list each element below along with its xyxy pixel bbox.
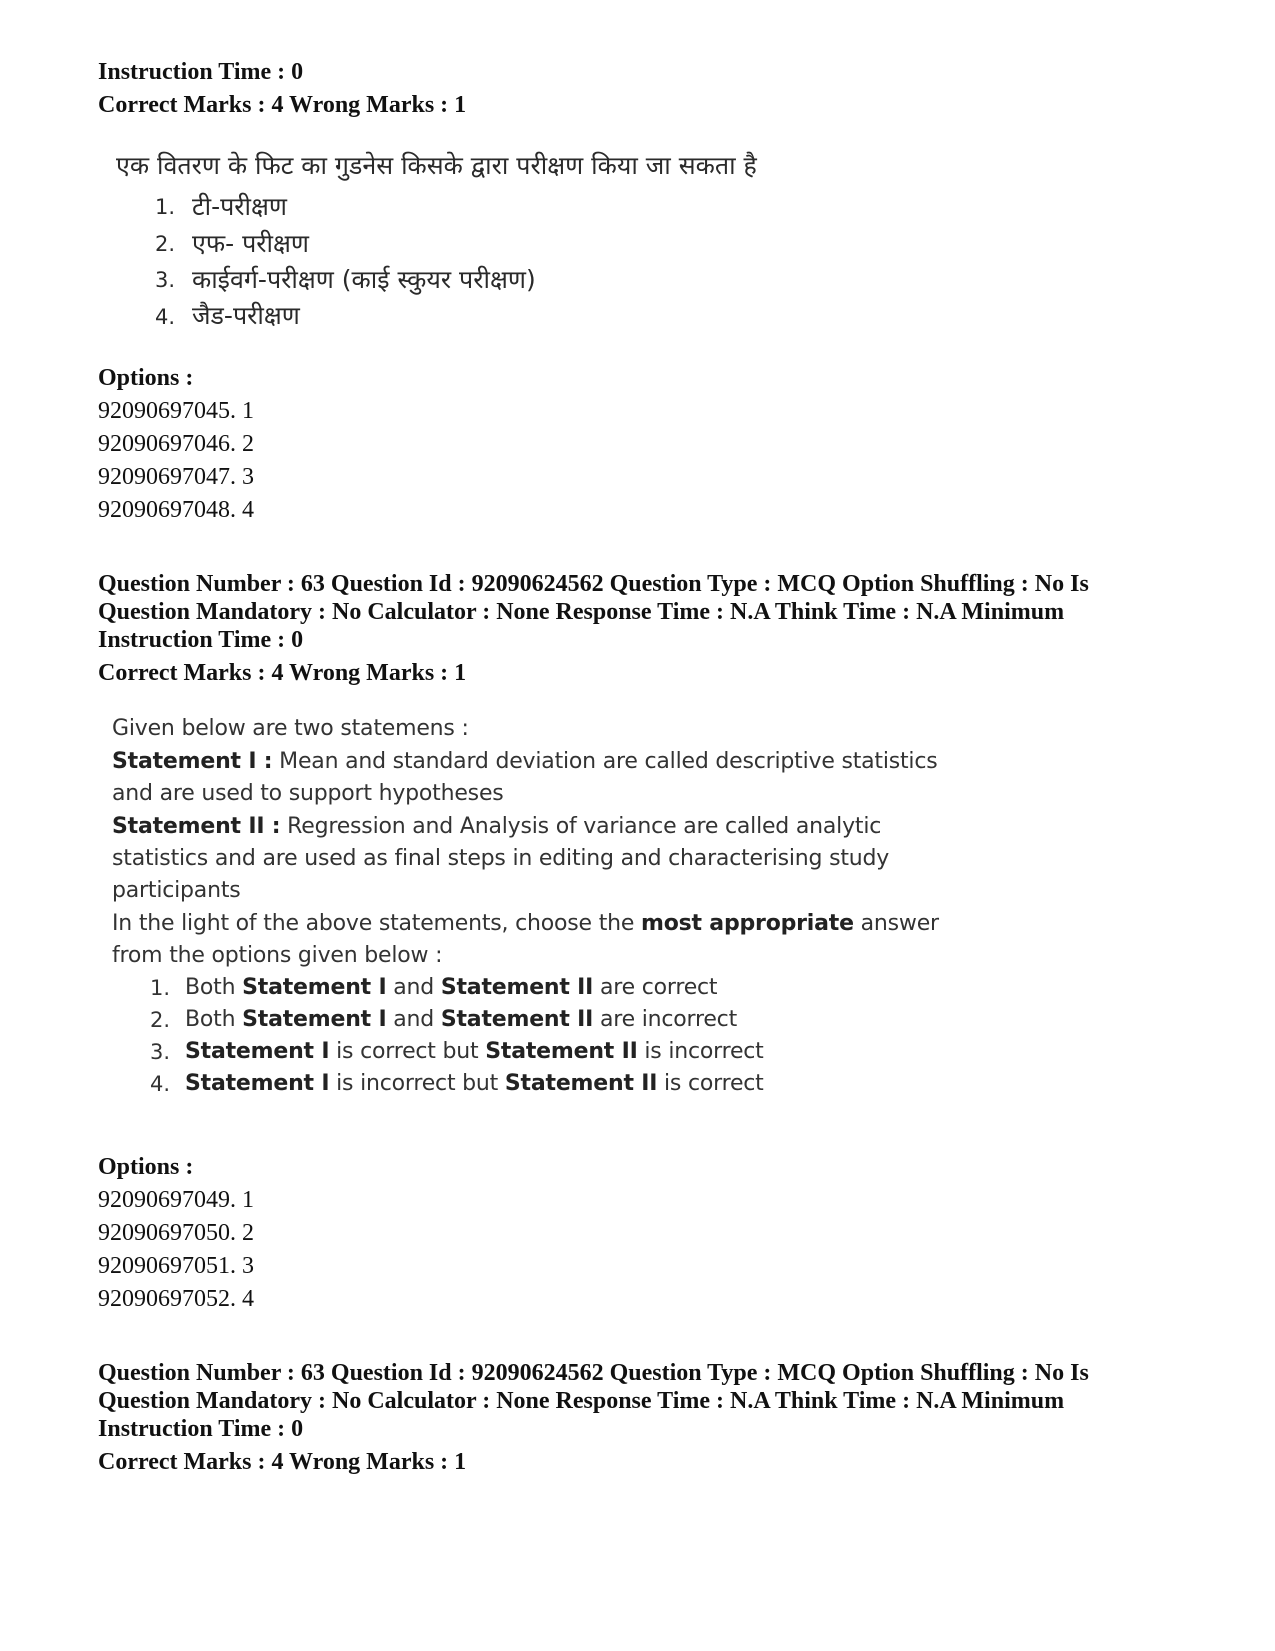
- question-header-line: Question Number : 63 Question Id : 92090624562 Question Type : MCQ Option Shuffling : No Is: [98, 571, 1089, 597]
- choice-text: [185, 1007, 737, 1032]
- marks-line: Correct Marks : 4 Wrong Marks : 1: [98, 1449, 467, 1475]
- choice-part-bold: Statement II: [440, 1007, 594, 1032]
- instruction-time: Instruction Time : 0: [98, 1416, 304, 1442]
- hindi-option-text: एफ- परीक्षण: [192, 229, 309, 258]
- choice-part: is incorrect: [637, 1039, 764, 1064]
- options-label: Options :: [98, 1154, 194, 1180]
- question-intro: Given below are two statemens :: [112, 716, 469, 741]
- marks-line: Correct Marks : 4 Wrong Marks : 1: [98, 92, 467, 118]
- statement-one: [112, 749, 938, 774]
- marks-line: Correct Marks : 4 Wrong Marks : 1: [98, 660, 467, 686]
- statement-text: and are used to support hypotheses: [112, 781, 504, 806]
- option-line: 92090697051. 3: [98, 1253, 254, 1279]
- option-line: 92090697050. 2: [98, 1220, 254, 1246]
- hindi-option-text: टी-परीक्षण: [192, 192, 287, 221]
- statement-text: statistics and are used as final steps in editing and characterising study: [112, 846, 890, 871]
- statement-text: participants: [112, 878, 241, 903]
- statement-text: Regression and Analysis of variance are called analytic: [280, 814, 882, 839]
- option-line: 92090697045. 1: [98, 398, 254, 424]
- choice-part-bold: Statement II: [504, 1071, 658, 1096]
- choice-part-bold: Statement I: [242, 975, 387, 1000]
- instruction-text-bold: most appropriate: [641, 911, 854, 936]
- choice-part-bold: Statement I: [242, 1007, 387, 1032]
- choice-number: 3.: [150, 1040, 171, 1064]
- choice-part: and: [386, 1007, 441, 1032]
- choice-part: are correct: [593, 975, 718, 1000]
- statement-label: Statement II :: [112, 814, 281, 839]
- choice-part: and: [386, 975, 441, 1000]
- option-line: 92090697049. 1: [98, 1187, 254, 1213]
- options-label: Options :: [98, 365, 194, 391]
- statement-two: [112, 814, 881, 839]
- choice-part: Both: [185, 975, 243, 1000]
- question-header-line: Question Number : 63 Question Id : 92090624562 Question Type : MCQ Option Shuffling : No Is: [98, 1360, 1089, 1386]
- hindi-option-number: 2.: [155, 232, 176, 256]
- choice-part: are incorrect: [593, 1007, 738, 1032]
- hindi-option-text: जैड-परीक्षण: [192, 301, 300, 330]
- hindi-option-number: 3.: [155, 268, 176, 292]
- choice-part-bold: Statement I: [185, 1071, 330, 1096]
- question-text-hindi: एक वितरण के फिट का गुडनेस किसके द्वारा परीक्षण किया जा सकता है: [116, 151, 757, 180]
- choice-part-bold: Statement II: [440, 975, 594, 1000]
- choice-number: 4.: [150, 1072, 171, 1096]
- option-line: 92090697052. 4: [98, 1286, 254, 1312]
- choice-number: 1.: [150, 976, 171, 1000]
- choice-text: [185, 975, 717, 1000]
- question-header-line: Question Mandatory : No Calculator : None Response Time : N.A Think Time : N.A Minimum: [98, 1388, 1065, 1414]
- choice-part: is correct: [657, 1071, 764, 1096]
- choice-number: 2.: [150, 1008, 171, 1032]
- option-line: 92090697048. 4: [98, 497, 254, 523]
- instruction-text: [112, 911, 939, 936]
- option-line: 92090697047. 3: [98, 464, 254, 490]
- question-header-line: Question Mandatory : No Calculator : None Response Time : N.A Think Time : N.A Minimum: [98, 599, 1065, 625]
- hindi-option-number: 4.: [155, 305, 176, 329]
- option-line: 92090697046. 2: [98, 431, 254, 457]
- choice-part: Both: [185, 1007, 243, 1032]
- choice-part: is correct but: [329, 1039, 486, 1064]
- choice-part: is incorrect but: [329, 1071, 505, 1096]
- choice-part-bold: Statement I: [185, 1039, 330, 1064]
- statement-text: Mean and standard deviation are called descriptive statistics: [272, 749, 938, 774]
- choice-part-bold: Statement II: [485, 1039, 638, 1064]
- instruction-text-part: answer: [853, 911, 939, 936]
- statement-label: Statement I :: [112, 749, 273, 774]
- instruction-text-part: In the light of the above statements, choose the: [112, 911, 641, 936]
- instruction-time: Instruction Time : 0: [98, 59, 304, 85]
- choice-text: [185, 1039, 764, 1064]
- hindi-option-text: काईवर्ग-परीक्षण (काई स्कुयर परीक्षण): [192, 265, 536, 294]
- choice-text: [185, 1071, 764, 1096]
- instruction-time: Instruction Time : 0: [98, 627, 304, 653]
- instruction-text: from the options given below :: [112, 943, 443, 968]
- hindi-option-number: 1.: [155, 195, 176, 219]
